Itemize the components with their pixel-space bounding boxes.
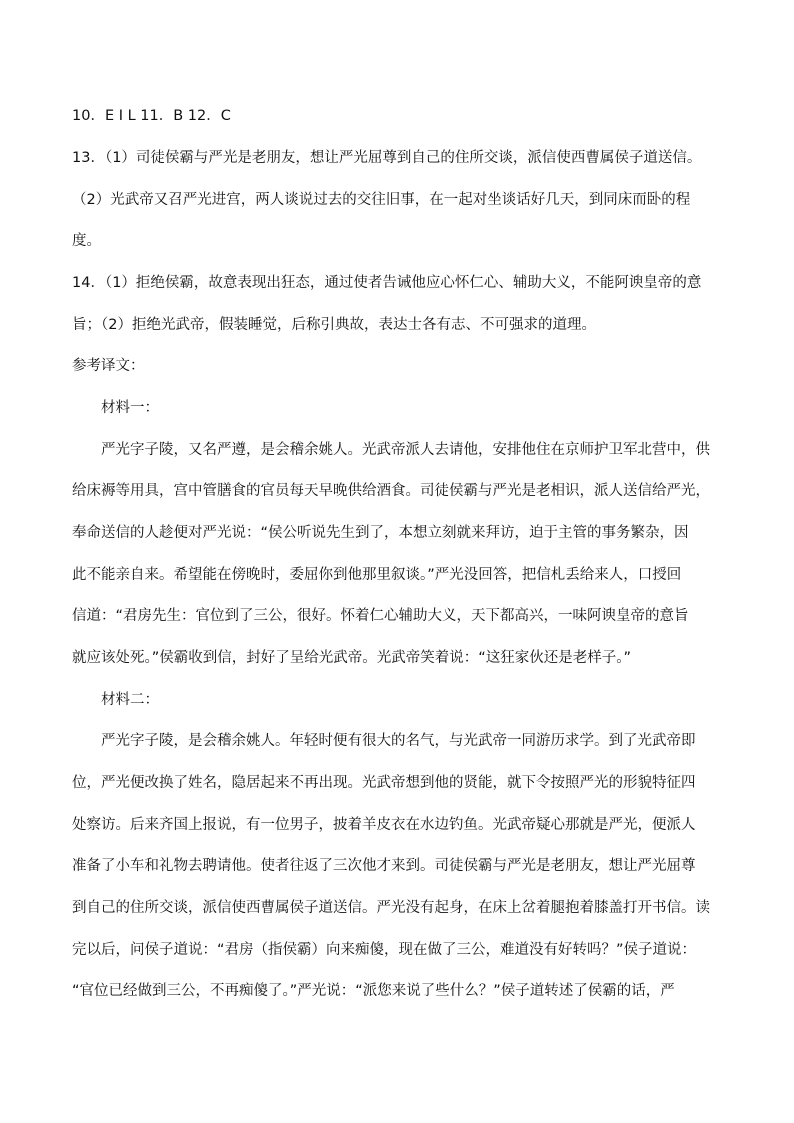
answer-13-part2-cont: 度。: [72, 233, 101, 249]
answer-13-part2: （2）光武帝又召严光进宫，两人谈说过去的交往旧事，在一起对坐谈话好几天，到同床而卧的程: [72, 192, 691, 208]
material-one-line-3: 奉命送信的人趁便对严光说：“侯公听说先生到了，本想立刻就来拜访，迫于主管的事务繁杂，因: [72, 525, 689, 541]
material-two-heading: 材料二：: [101, 692, 159, 708]
material-two-line-3: 处察访。后来齐国上报说，有一位男子，披着羊皮衣在水边钓鱼。光武帝疑心那就是严光，便派人: [72, 817, 696, 833]
answer-13-part1: 13．（1）司徒侯霸与严光是老朋友，想让严光屈尊到自己的住所交谈，派信使西曹属侯子道送信。: [72, 150, 702, 166]
material-one-line-1: 严光字子陵，又名严遵，是会稽余姚人。光武帝派人去请他，安排他住在京师护卫军北营中，供: [101, 442, 710, 458]
answer-14-part2: 旨；（2）拒绝光武帝，假装睡觉，后称引典故，表达士各有志、不可强求的道理。: [72, 317, 596, 333]
material-two-line-4: 准备了小车和礼物去聘请他。使者往返了三次他才来到。司徒侯霸与严光是老朋友，想让严光屈尊: [72, 858, 696, 874]
material-one-line-4: 此不能亲自来。希望能在傍晚时，委屈你到他那里叙谈。”严光没回答，把信札丢给来人，口授回: [72, 567, 682, 583]
answer-14-part1: 14．（1）拒绝侯霸，故意表现出狂态，通过使者告诫他应心怀仁心、辅助大义，不能阿谀皇帝的意: [72, 275, 702, 291]
material-one-line-2: 给床褥等用具，宫中管膳食的官员每天早晚供给酒食。司徒侯霸与严光是老相识，派人送信给严光，: [72, 483, 710, 499]
material-two-line-1: 严光字子陵，是会稽余姚人。年轻时便有很大的名气，与光武帝一同游历求学。到了光武帝即: [101, 733, 696, 749]
material-one-line-5: 信道：“君房先生：官位到了三公，很好。怀着仁心辅助大义，天下都高兴，一味阿谀皇帝的意旨: [72, 608, 689, 624]
material-one-line-6: 就应该处死。”侯霸收到信，封好了呈给光武帝。光武帝笑着说：“这狂家伙还是老样子。”: [72, 650, 632, 666]
material-one-heading: 材料一：: [101, 400, 159, 416]
reference-translation-heading: 参考译文：: [72, 358, 145, 374]
answer-line-10-12: 10．E I L 11．B 12．C: [72, 108, 231, 124]
material-two-line-5: 到自己的住所交谈，派信使西曹属侯子道送信。严光没有起身，在床上岔着腿抱着膝盖打开书信。读: [72, 900, 710, 916]
material-two-line-7: “官位已经做到三公，不再痴傻了。”严光说：“派您来说了些什么？”侯子道转述了侯霸的话，严: [72, 983, 675, 999]
material-two-line-6: 完以后，问侯子道说：“君房（指侯霸）向来痴傻，现在做了三公，难道没有好转吗？”侯子道说：: [72, 942, 697, 958]
material-two-line-2: 位，严光便改换了姓名，隐居起来不再出现。光武帝想到他的贤能，就下令按照严光的形貌特征四: [72, 775, 696, 791]
